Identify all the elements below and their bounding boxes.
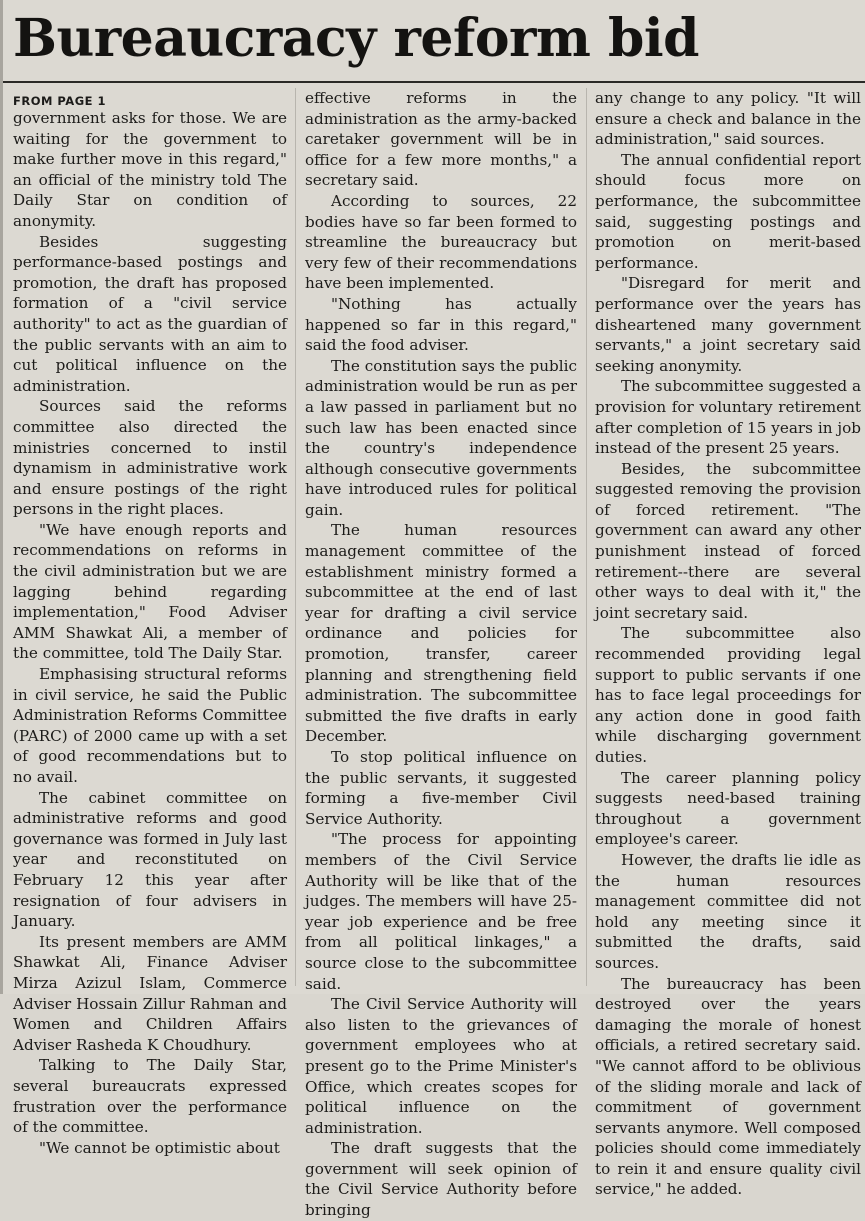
paragraph: effective reforms in the administration as the army-backed caretaker government will be in office for a few more months," a secretary said. [305, 89, 577, 190]
paragraph: The career planning policy suggests need-based training throughout a government employee's career. [595, 768, 861, 849]
paragraph: Besides, the subcommittee suggested removing the provision of forced retirement. "The government can award any other punishment instead of forced retirement--there are several other ways to deal with it," the joint secretary said. [595, 459, 861, 622]
column-divider [586, 88, 587, 986]
paragraph: The cabinet committee on administrative reforms and good governance was formed in July last year and reconstituted on February 12 this year after resignation of four advisers in January. [13, 788, 287, 931]
column-divider [295, 88, 296, 986]
paragraph: Emphasising structural reforms in civil service, he said the Public Administration Reforms Committee (PARC) of 2000 came up with a set of good recommendations but to no avail. [13, 665, 287, 786]
column-1 [13, 88, 287, 1157]
paragraph: Its present members are AMM Shawkat Ali, Finance Adviser Mirza Azizul Islam, Commerce Adviser Hossain Zillur Rahman and Women and Children Affairs Adviser Rasheda K Choudhury. [13, 932, 287, 1054]
paragraph: The bureaucracy has been destroyed over the years damaging the morale of honest officials, a retired secretary said. "We cannot afford to be oblivious of the sliding morale and lack of commitment of government servants anymore. Well composed policies should come immediately to rein it and ensure quality civil service," he added. [595, 974, 861, 1199]
paragraph: The Civil Service Authority will also listen to the grievances of government employees who at present go to the Prime Minister's Office, which creates scopes for political influence on the administration. [305, 995, 577, 1137]
paragraph: "Disregard for merit and performance over the years has disheartened many government servants," a joint secretary said seeking anonymity. [595, 274, 861, 375]
paragraph: Besides suggesting performance-based postings and promotion, the draft has proposed formation of a "civil service authority" to act as the guardian of the public servants with an aim to cut political influence on the administration. [13, 232, 287, 395]
paragraph: The subcommittee suggested a provision for voluntary retirement after completion of 15 years in job instead of the present 25 years. [595, 377, 861, 458]
paragraph: However, the drafts lie idle as the human resources management committee did not hold any meeting since it submitted the drafts, said sources. [595, 850, 861, 972]
column-2 [305, 88, 577, 1220]
paragraph: To stop political influence on the public servants, it suggested forming a five-member Civil Service Authority. [305, 748, 577, 828]
paragraph: "We have enough reports and recommendations on reforms in the civil administration but we are lagging behind regarding implementation," Food Adviser AMM Shawkat Ali, a member of the committee, told The Daily Star. [13, 520, 287, 663]
paragraph: The subcommittee also recommended providing legal support to public servants if one has to face legal proceedings for any action done in good faith while discharging government duties. [595, 624, 861, 766]
paragraph: any change to any policy. "It will ensure a check and balance in the administration," said sources. [595, 89, 861, 149]
headline: Bureaucracy reform bid [13, 8, 699, 69]
paragraph: The human resources management committee of the establishment ministry formed a subcommittee at the end of last year for drafting a civil service ordinance and policies for promotion, transfer, career planning and strengthening field administration. The subcommittee submitted the five drafts in early December. [305, 521, 577, 746]
paragraph: Talking to The Daily Star, several bureaucrats expressed frustration over the performance of the committee. [13, 1056, 287, 1137]
paragraph: The draft suggests that the government will seek opinion of the Civil Service Authority before bringing [305, 1139, 577, 1220]
paragraph: According to sources, 22 bodies have so far been formed to streamline the bureaucracy but very few of their recommendations have been implemented. [305, 191, 577, 293]
paragraph: The constitution says the public administration would be run as per a law passed in parliament but no such law has been enacted since the country's independence although consecutive governments have introduced rules for political gain. [305, 356, 577, 519]
headline-rule [3, 81, 865, 83]
column-3 [595, 88, 861, 1199]
paragraph: "The process for appointing members of the Civil Service Authority will be like that of the judges. The members will have 25-year job experience and be free from all political linkages," a source close to the subcommittee said. [305, 830, 577, 993]
paragraph: government asks for those. We are waiting for the government to make further move in this regard," an official of the ministry told The Daily Star on condition of anonymity. [13, 109, 287, 230]
paragraph: The annual confidential report should focus more on performance, the subcommittee said, suggesting postings and promotion on merit-based performance. [595, 150, 861, 272]
kicker: FROM PAGE 1 [13, 94, 107, 108]
paragraph: "Nothing has actually happened so far in this regard," said the food adviser. [305, 294, 577, 355]
paragraph: "We cannot be optimistic about [39, 1138, 280, 1157]
paragraph: Sources said the reforms committee also directed the ministries concerned to instil dynamism in administrative work and ensure postings of the right persons in the right places. [13, 397, 287, 519]
